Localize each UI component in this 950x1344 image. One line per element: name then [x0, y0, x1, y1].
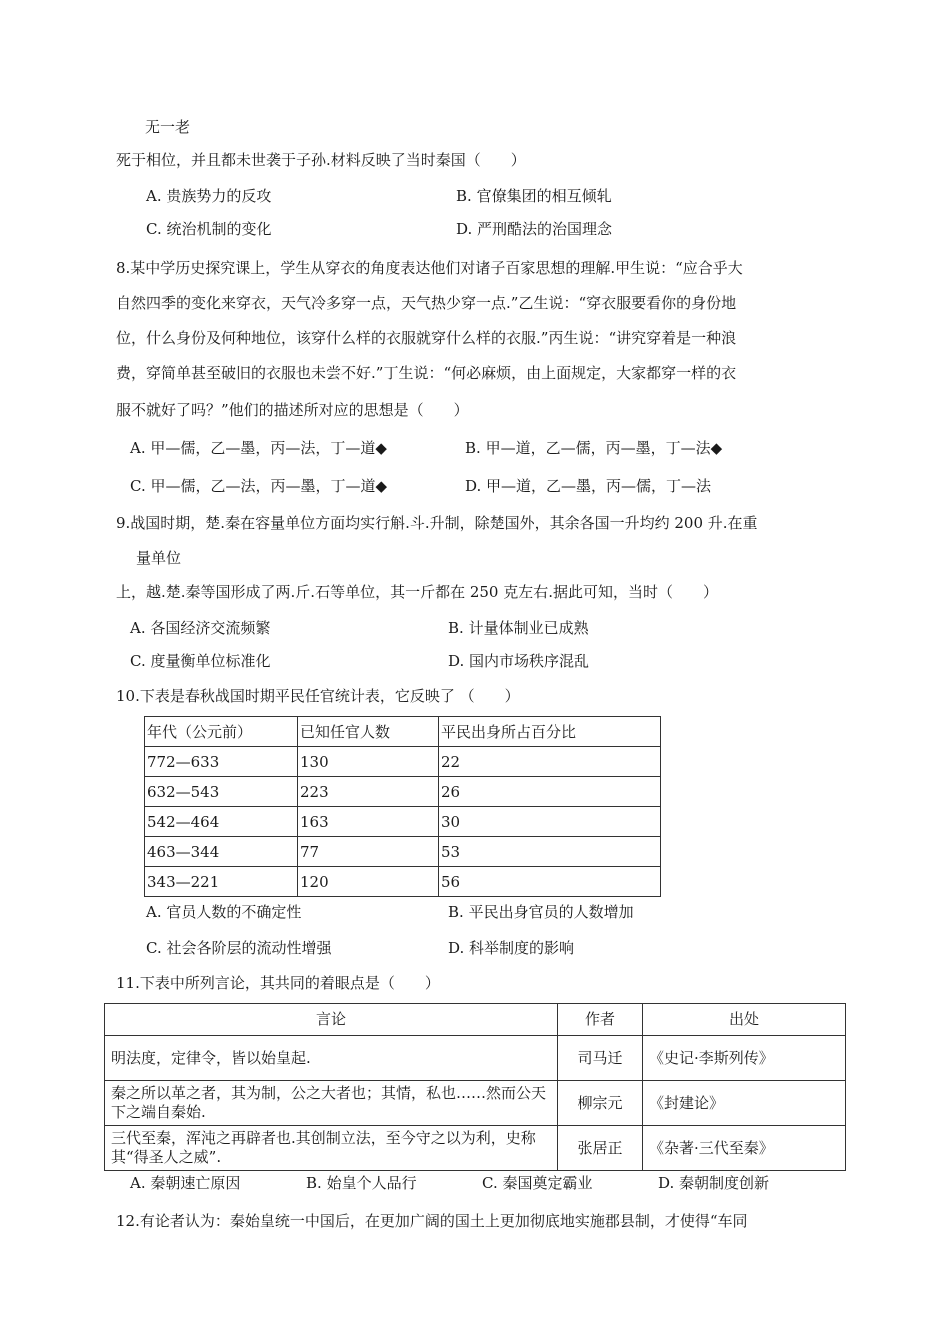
- q7-option-b[interactable]: B. 官僚集团的相互倾轧: [456, 187, 612, 205]
- table-cell: 56: [439, 867, 661, 897]
- table-cell: 《史记·李斯列传》: [643, 1036, 846, 1081]
- q10-option-c[interactable]: C. 社会各阶层的流动性增强: [146, 939, 332, 957]
- table-row: [145, 837, 661, 867]
- q8-option-d[interactable]: D. 甲—道，乙—墨，丙—儒，丁—法: [465, 477, 712, 495]
- table-cell: 632—543: [145, 777, 298, 807]
- table-cell: 张居正: [558, 1126, 643, 1171]
- table-row: [105, 1081, 846, 1126]
- table-cell: 柳宗元: [558, 1081, 643, 1126]
- q7-option-d[interactable]: D. 严刑酷法的治国理念: [456, 220, 613, 238]
- q11-table: [104, 1003, 846, 1171]
- q8-stem-line-1: 8.某中学历史探究课上，学生从穿衣的角度表达他们对诸子百家思想的理解.甲生说：“应合乎大: [116, 259, 743, 277]
- table-header-row: [145, 717, 661, 747]
- table-row: [145, 807, 661, 837]
- table-cell: 秦之所以革之者，其为制，公之大者也；其情，私也……然而公天下之端自秦始.: [105, 1081, 558, 1126]
- q11-option-b[interactable]: B. 始皇个人品行: [306, 1174, 417, 1192]
- table-row: [145, 747, 661, 777]
- table-cell: 163: [298, 807, 439, 837]
- q8-stem-line-5: 服不就好了吗？”他们的描述所对应的思想是（ ）: [116, 401, 469, 419]
- table-header-row: [105, 1004, 846, 1036]
- table-cell: 77: [298, 837, 439, 867]
- table-header-cell: 言论: [105, 1004, 558, 1036]
- table-row: [145, 777, 661, 807]
- table-cell: 司马迁: [558, 1036, 643, 1081]
- q8-option-a[interactable]: A. 甲—儒，乙—墨，丙—法，丁—道◆: [130, 439, 387, 457]
- table-cell: 120: [298, 867, 439, 897]
- table-cell: 三代至秦，浑沌之再辟者也.其创制立法，至今守之以为利，史称其“得圣人之威”.: [105, 1126, 558, 1171]
- table-cell: 542—464: [145, 807, 298, 837]
- q11-stem: 11.下表中所列言论，其共同的着眼点是（ ）: [116, 974, 440, 992]
- q7-stem: 死于相位，并且都未世袭于子孙.材料反映了当时秦国（ ）: [116, 151, 526, 169]
- q10-stem: 10.下表是春秋战国时期平民任官统计表，它反映了 （ ）: [116, 687, 520, 705]
- q10-option-b[interactable]: B. 平民出身官员的人数增加: [448, 903, 634, 921]
- q9-stem-line-1: 9.战国时期，楚.秦在容量单位方面均实行斛.斗.升制，除楚国外，其余各国一升均约 200 升.在重: [116, 514, 758, 532]
- table-header-cell: 年代（公元前）: [145, 717, 298, 747]
- table-header-cell: 作者: [558, 1004, 643, 1036]
- q9-stem-line-2: 量单位: [136, 549, 182, 567]
- q9-option-b[interactable]: B. 计量体制业已成熟: [448, 619, 589, 637]
- q11-option-a[interactable]: A. 秦朝速亡原因: [130, 1174, 241, 1192]
- q9-option-d[interactable]: D. 国内市场秩序混乱: [448, 652, 590, 670]
- table-cell: 343—221: [145, 867, 298, 897]
- table-header-cell: 出处: [643, 1004, 846, 1036]
- q8-stem-line-3: 位，什么身份及何种地位，该穿什么样的衣服就穿什么样的衣服.”丙生说：“讲究穿着是一种浪: [116, 329, 737, 347]
- table-cell: 772—633: [145, 747, 298, 777]
- q9-option-c[interactable]: C. 度量衡单位标准化: [130, 652, 271, 670]
- table-row: [145, 867, 661, 897]
- table-cell: 30: [439, 807, 661, 837]
- table-cell: 223: [298, 777, 439, 807]
- q10-option-a[interactable]: A. 官员人数的不确定性: [146, 903, 302, 921]
- table-row: [105, 1036, 846, 1081]
- table-cell: 26: [439, 777, 661, 807]
- q8-option-c[interactable]: C. 甲—儒，乙—法，丙—墨，丁—道◆: [130, 477, 388, 495]
- q10-option-d[interactable]: D. 科举制度的影响: [448, 939, 575, 957]
- table-cell: 130: [298, 747, 439, 777]
- q8-stem-line-4: 费，穿简单甚至破旧的衣服也未尝不好.”丁生说：“何必麻烦，由上面规定，大家都穿一样的衣: [116, 364, 737, 382]
- table-cell: 《杂著·三代至秦》: [643, 1126, 846, 1171]
- q8-option-b[interactable]: B. 甲—道，乙—儒，丙—墨，丁—法◆: [465, 439, 723, 457]
- q8-stem-line-2: 自然四季的变化来穿衣，天气冷多穿一点，天气热少穿一点.”乙生说：“穿衣服要看你的身份地: [116, 294, 737, 312]
- table-cell: 《封建论》: [643, 1081, 846, 1126]
- q11-option-d[interactable]: D. 秦朝制度创新: [658, 1174, 770, 1192]
- q7-fragment: 无一老: [145, 118, 191, 136]
- table-header-cell: 已知任官人数: [298, 717, 439, 747]
- table-cell: 463—344: [145, 837, 298, 867]
- table-cell: 明法度，定律令，皆以始皇起.: [105, 1036, 558, 1081]
- table-header-cell: 平民出身所占百分比: [439, 717, 661, 747]
- q7-option-a[interactable]: A. 贵族势力的反攻: [146, 187, 272, 205]
- q9-stem-line-3: 上，越.楚.秦等国形成了两.斤.石等单位，其一斤都在 250 克左右.据此可知，当时（ ）: [116, 583, 719, 601]
- q7-option-c[interactable]: C. 统治机制的变化: [146, 220, 272, 238]
- table-row: [105, 1126, 846, 1171]
- table-cell: 22: [439, 747, 661, 777]
- table-cell: 53: [439, 837, 661, 867]
- q9-option-a[interactable]: A. 各国经济交流频繁: [130, 619, 271, 637]
- q12-stem-line-1: 12.有论者认为：秦始皇统一中国后，在更加广阔的国土上更加彻底地实施郡县制，才使得“车同: [116, 1212, 748, 1230]
- q11-option-c[interactable]: C. 秦国奠定霸业: [482, 1174, 593, 1192]
- q10-table: [144, 716, 661, 897]
